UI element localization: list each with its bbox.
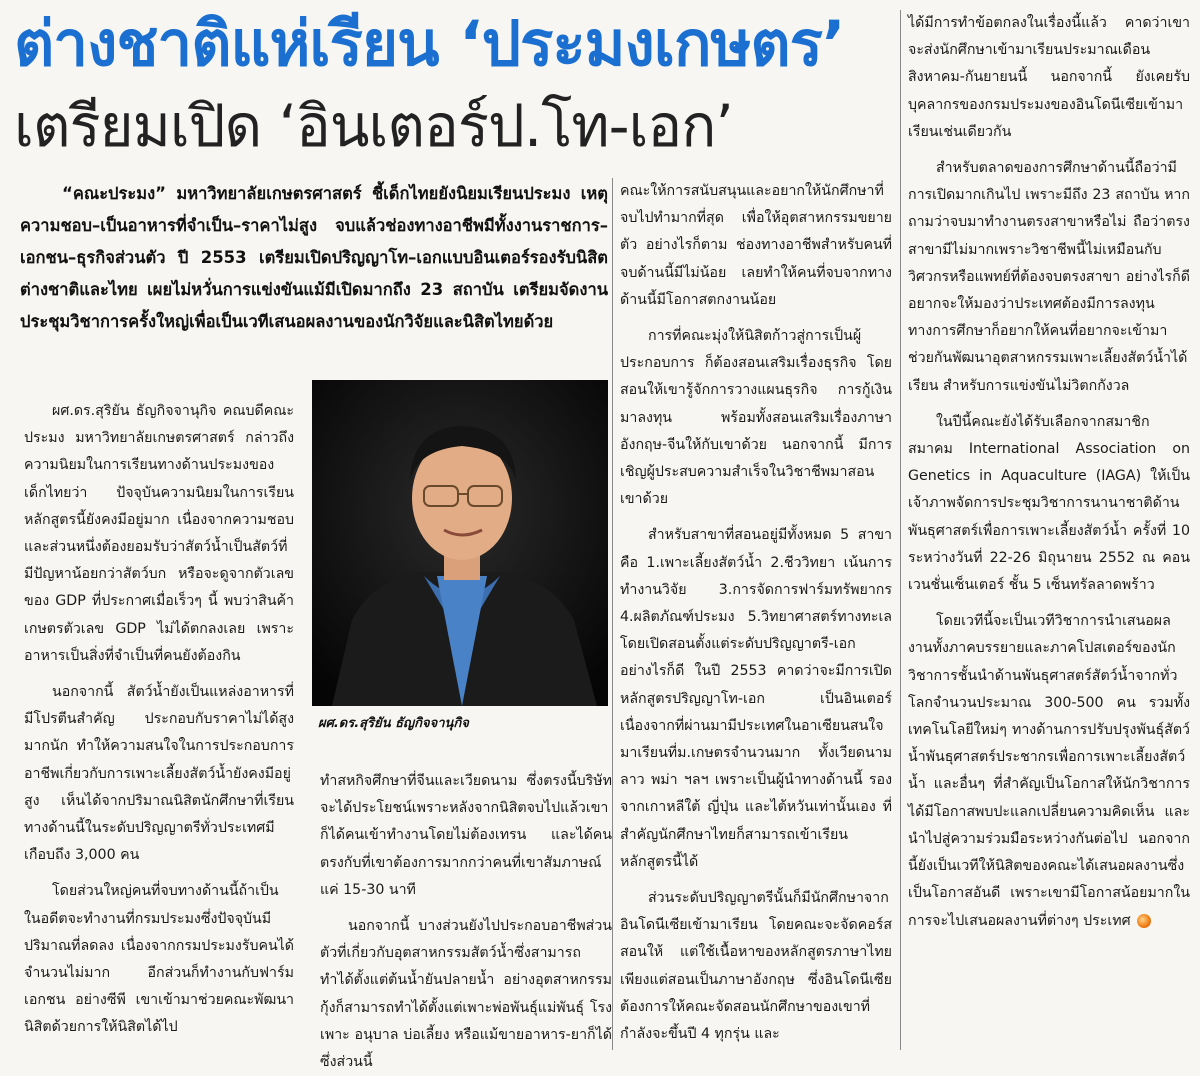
column-divider xyxy=(900,10,901,1050)
portrait-photo xyxy=(312,380,608,706)
lead-paragraph: “คณะประมง” มหาวิทยาลัยเกษตรศาสตร์ ชี้เด็กไทยยังนิยมเรียนประมง เหตุความชอบ–เป็นอาหารที่จำเป็น–ราคาไม่สูง จบแล้วช่องทางอาชีพมีทั้งงานราชการ–เอกชน–ธุรกิจส่วนตัว ปี 2553 เตรียมเปิดปริญญาโท–เอกแบบอินเตอร์รองรับนิสิตต่างชาติและไทย เผยไม่หวั่นการแข่งขันแม้มีเปิดมากถึง 23 สถาบัน เตรียมจัดงานประชุมวิชาการครั้งใหญ่เพื่อเป็นเวทีเสนอผลงานของนักวิจัยและนิสิตไทยด้วย xyxy=(20,184,608,331)
article-column-4 xyxy=(908,10,1190,1050)
column-divider xyxy=(612,178,613,1050)
article-column-3 xyxy=(620,178,892,1050)
paragraph: การที่คณะมุ่งให้นิสิตก้าวสู่การเป็นผู้ประกอบการ ก็ต้องสอนเสริมเรื่องธุรกิจ โดยสอนให้เขารู้จักการวางแผนธุรกิจ การกู้เงินมาลงทุน พร้อมทั้งสอนเสริมเรื่องภาษาอังกฤษ-จีนให้กับเขาด้วย นอกจากนี้ มีการเชิญผู้ประสบความสำเร็จในวิชาชีพมาสอนเขาด้วย xyxy=(620,328,892,508)
paragraph: ส่วนระดับปริญญาตรีนั้นก็มีนักศึกษาจากอินโดนีเซียเข้ามาเรียน โดยคณะจะจัดคอร์สสอนให้ แต่ใช้เนื้อหาของหลักสูตรภาษาไทยเพียงแต่สอนเป็นภาษาอังกฤษ ซึ่งอินโดนีเซียต้องการให้คณะจัดสอนนักศึกษาของเขาที่กำลังจะขึ้นปี 4 ทุกรุ่น และ xyxy=(620,890,892,1043)
headline-line-1: ต่างชาติแห่เรียน ‘ประมงเกษตร’ xyxy=(14,7,845,80)
paragraph xyxy=(908,608,1190,934)
end-marker-icon xyxy=(1137,914,1151,928)
paragraph: นอกจากนี้ สัตว์น้ำยังเป็นแหล่งอาหารที่มีโปรตีนสำคัญ ประกอบกับราคาไม่ได้สูงมากนัก ทำให้ความสนใจในการประกอบการอาชีพเกี่ยวกับการเพาะเลี้ยงสัตว์น้ำยังคงมีอยู่สูง เห็นได้จากปริมาณนิสิตนักศึกษาที่เรียนทางด้านนี้ในระดับปริญญาตรีทั่วประเทศมีเกือบถึง 3,000 คน xyxy=(24,684,294,864)
photo-caption: ผศ.ดร.สุริยัน ธัญกิจจานุกิจ xyxy=(318,716,469,731)
portrait-illustration xyxy=(312,380,608,706)
headline-line-2: เตรียมเปิด ‘อินเตอร์ป.โท-เอก’ xyxy=(14,92,733,160)
paragraph-text: โดยเวทีนี้จะเป็นเวทีวิชาการนำเสนอผลงานทั้งภาคบรรยายและภาคโปสเตอร์ของนักวิชาการชั้นนำด้านพันธุศาสตร์สัตว์น้ำจากทั่วโลกจำนวนประมาณ 300-500 คน รวมทั้งเทคโนโลยีใหม่ๆ ทางด้านการปรับปรุงพันธุ์สัตว์น้ำพันธุศาสตร์ประชากรเพื่อการเพาะเลี้ยงสัตว์น้ำ และอื่นๆ ที่สำคัญเป็นโอกาสให้นักวิชาการได้มีโอกาสพบปะแลกเปลี่ยนความคิดเห็น และนำไปสู่ความร่วมมือระหว่างกันต่อไป นอกจากนี้ยังเป็นเวทีให้นิสิตของคณะได้เสนอผลงานซึ่งเป็นโอกาสอันดี เพราะเขามีโอกาสน้อยมากในการจะไปเสนอผลงานที่ต่างๆ ประเทศ xyxy=(908,613,1190,929)
paragraph: ผศ.ดร.สุริยัน ธัญกิจจานุกิจ คณบดีคณะประมง มหาวิทยาลัยเกษตรศาสตร์ กล่าวถึงความนิยมในการเรียนทางด้านประมงของเด็กไทยว่า ปัจจุบันความนิยมในการเรียนหลักสูตรนี้ยังคงมีอยู่มาก เนื่องจากความชอบ และส่วนหนึ่งต้องยอมรับว่าสัตว์น้ำเป็นสัตว์ที่มีปัญหาน้อยกว่าสัตว์บก หรือจะดูจากตัวเลขของ GDP ที่ประกาศเมื่อเร็วๆ นี้ พบว่าสินค้าเกษตรตัวเลข GDP ไม่ได้ตกลงเลย เพราะอาหารเป็นสิ่งที่จำเป็นที่คนยังต้องกิน xyxy=(24,403,294,664)
paragraph: ในปีนี้คณะยังได้รับเลือกจากสมาชิกสมาคม International Association on Genetics in Aquaculture (IAGA) ให้เป็นเจ้าภาพจัดการประชุมวิชาการนานาชาติด้านพันธุศาสตร์เพื่อการเพาะเลี้ยงสัตว์น้ำ ครั้งที่ 10 ระหว่างวันที่ 22-26 มิถุนายน 2552 ณ คอนเวนชั่นเซ็นเตอร์ ชั้น 5 เซ็นทรัลลาดพร้าว xyxy=(908,413,1190,594)
paragraph: โดยส่วนใหญ่คนที่จบทางด้านนี้ถ้าเป็นในอดีตจะทำงานที่กรมประมงซึ่งปัจจุบันมีปริมาณที่ลดลง เนื่องจากกรมประมงรับคนได้จำนวนไม่มาก อีกส่วนก็ทำงานกับฟาร์มเอกชน อย่างซีพี เขาเข้ามาช่วยคณะพัฒนานิสิตด้วยการให้นิสิตได้ไป xyxy=(24,883,294,1036)
paragraph: สำหรับสาขาที่สอนอยู่มีทั้งหมด 5 สาขา คือ 1.เพาะเลี้ยงสัตว์น้ำ 2.ชีววิทยา เน้นการทำงานวิจัย 3.การจัดการฟาร์มทรัพยากร 4.ผลิตภัณฑ์ประมง 5.วิทยาศาสตร์ทางทะเล โดยเปิดสอนตั้งแต่ระดับปริญญาตรี-เอก อย่างไรก็ดี ในปี 2553 คาดว่าจะมีการเปิดหลักสูตรปริญญาโท-เอก เป็นอินเตอร์ เนื่องจากที่ผ่านมามีประเทศในอาเซียนสนใจมาเรียนที่ม.เกษตรจำนวนมาก ทั้งเวียดนาม ลาว พม่า ฯลฯ เพราะเป็นผู้นำทางด้านนี้ รองจากเกาหลีใต้ ญี่ปุ่น และไต้หวันเท่านั้นเอง ที่สำคัญนักศึกษาไทยก็สามารถเข้าเรียนหลักสูตรนี้ได้ xyxy=(620,527,892,870)
paragraph: คณะให้การสนับสนุนและอยากให้นักศึกษาที่จบไปทำมากที่สุด เพื่อให้อุตสาหกรรมขยายตัว อย่างไรก็ตาม ช่องทางอาชีพสำหรับคนที่จบด้านนี้มีไม่น้อย เลยทำให้คนที่จบจากทางด้านนี้มีโอกาสตกงานน้อย xyxy=(620,183,892,308)
paragraph: นอกจากนี้ บางส่วนยังไปประกอบอาชีพส่วนตัวที่เกี่ยวกับอุตสาหกรรมสัตว์น้ำซึ่งสามารถทำได้ตั้งแต่ต้นน้ำยันปลายน้ำ อย่างอุตสาหกรรมกุ้งก็สามารถทำได้ตั้งแต่เพาะพ่อพันธุ์แม่พันธุ์ โรงเพาะ อนุบาล บ่อเลี้ยง หรือแม้ขายอาหาร-ยาก็ได้ ซึ่งส่วนนี้ xyxy=(320,918,612,1071)
article-column-2 xyxy=(320,768,612,1071)
paragraph: ได้มีการทำข้อตกลงในเรื่องนี้แล้ว คาดว่าเขาจะส่งนักศึกษาเข้ามาเรียนประมาณเดือนสิงหาคม-กันยายนนี้ นอกจากนี้ ยังเคยรับบุคลากรของกรมประมงของอินโดนีเซียเข้ามาเรียนเช่นเดียวกัน xyxy=(908,15,1190,140)
paragraph: สำหรับตลาดของการศึกษาด้านนี้ถือว่ามีการเปิดมากเกินไป เพราะมีถึง 23 สถาบัน หากถามว่าจบมาทำงานตรงสาขาหรือไม่ ถือว่าตรงสาขามีไม่มากเพราะวิชาชีพนี้ไม่เหมือนกับวิศวกรหรือแพทย์ที่ต้องจบตรงสาขา อย่างไรก็ดี อยากจะให้มองว่าประเทศต้องมีการลงทุนทางการศึกษาก็อยากให้คนที่อยากจะเข้ามาช่วยกันพัฒนาอุตสาหกรรมเพาะเลี้ยงสัตว์น้ำได้เรียน สำหรับการแข่งขันไม่วิตกกังวล xyxy=(908,160,1190,394)
article-column-1 xyxy=(24,398,294,1048)
paragraph: ทำสหกิจศึกษาที่จีนและเวียดนาม ซึ่งตรงนี้บริษัทจะได้ประโยชน์เพราะหลังจากนิสิตจบไปแล้วเขาก็ได้คนเข้าทำงานโดยไม่ต้องเทรน และได้คนตรงกับที่เขาต้องการมากกว่าคนที่เขาสัมภาษณ์แค่ 15-30 นาที xyxy=(320,773,612,898)
